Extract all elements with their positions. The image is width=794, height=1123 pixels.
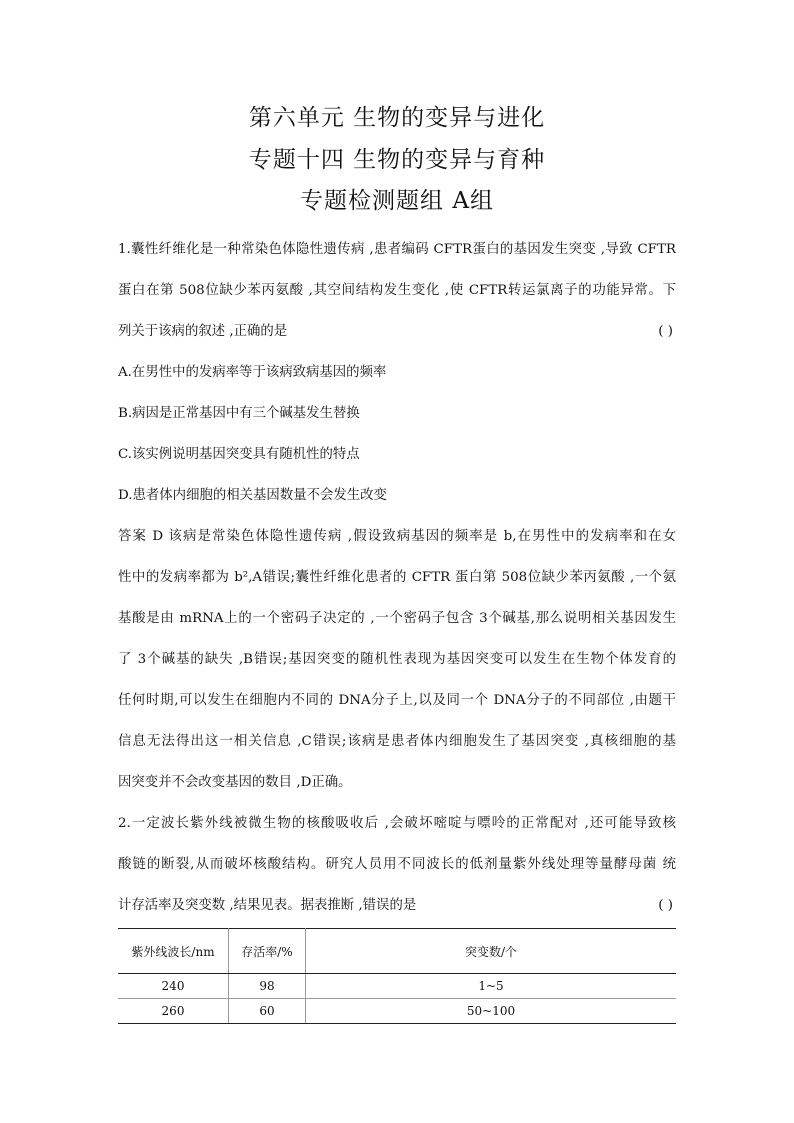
answer-line: 答案 D 该病是常染色体隐性遗传病 ,假设致病基因的频率是 b,在男性中的发病率和在女 [118, 529, 676, 544]
content-body [118, 229, 676, 926]
answer-line: 性中的发病率都为 b²,A错误;囊性纤维化患者的 CFTR 蛋白第 508位缺少苯丙氨酸 ,一个氨 [118, 570, 676, 585]
header-wavelength: 紫外线波长/nm [118, 929, 229, 974]
option-b: B.病因是正常基因中有三个碱基发生替换 [118, 406, 360, 421]
table-row [118, 999, 676, 1024]
answer-blank: ( ) [658, 324, 673, 339]
cell-wavelength: 240 [118, 974, 229, 999]
option-c: C.该实例说明基因突变具有随机性的特点 [118, 447, 360, 462]
table-row [118, 974, 676, 999]
question-1-line-last [118, 311, 676, 352]
cell-mutation-count: 50~100 [306, 999, 677, 1024]
question-1-line: 蛋白在第 508位缺少苯丙氨酸 ,其空间结构发生变化 ,使 CFTR转运氯离子的功能异常。下 [118, 283, 676, 298]
answer-line: 了 3个碱基的缺失 ,B错误;基因突变的随机性表现为基因突变可以发生在生物个体发育的 [118, 652, 676, 667]
question-2-line: 酸链的断裂,从而破坏核酸结构。研究人员用不同波长的低剂量紫外线处理等量酵母菌 统 [118, 857, 676, 872]
question-2-line-last [118, 885, 676, 926]
cell-survival-rate: 98 [229, 974, 306, 999]
answer-line: 基酸是由 mRNA上的一个密码子决定的 ,一个密码子包含 3个碱基,那么说明相关基因发生 [118, 611, 676, 626]
answer-line: 因突变并不会改变基因的数目 ,D正确。 [118, 775, 352, 790]
cell-survival-rate: 60 [229, 999, 306, 1024]
question-1-stem-end: 列关于该病的叙述 ,正确的是 [118, 324, 288, 339]
answer-blank: ( ) [658, 898, 673, 913]
cell-mutation-count: 1~5 [306, 974, 677, 999]
topic-title: 专题十四 生物的变异与育种 [248, 147, 546, 173]
header-mutation-count: 突变数/个 [306, 929, 677, 974]
unit-title: 第六单元 生物的变异与进化 [248, 105, 546, 131]
group-title: 专题检测题组 A组 [300, 188, 494, 214]
question-2-stem-end: 计存活率及突变数 ,结果见表。据表推断 ,错误的是 [118, 898, 417, 913]
table-header-row [118, 929, 676, 974]
cell-wavelength: 260 [118, 999, 229, 1024]
option-a: A.在男性中的发病率等于该病致病基因的频率 [118, 365, 387, 380]
answer-line: 任何时期,可以发生在细胞内不同的 DNA分子上,以及同一个 DNA分子的不同部位 ,由题干 [118, 693, 676, 708]
header-survival-rate: 存活率/% [229, 929, 306, 974]
uv-results-table [118, 928, 676, 1024]
answer-line: 信息无法得出这一相关信息 ,C错误;该病是患者体内细胞发生了基因突变 ,真核细胞的基 [118, 734, 676, 749]
question-2-line: 2.一定波长紫外线被微生物的核酸吸收后 ,会破坏嘧啶与嘌呤的正常配对 ,还可能导致核 [118, 816, 676, 831]
option-d: D.患者体内细胞的相关基因数量不会发生改变 [118, 488, 387, 503]
question-1-line: 1.囊性纤维化是一种常染色体隐性遗传病 ,患者编码 CFTR蛋白的基因发生突变 ,导致 CFTR [118, 242, 676, 257]
